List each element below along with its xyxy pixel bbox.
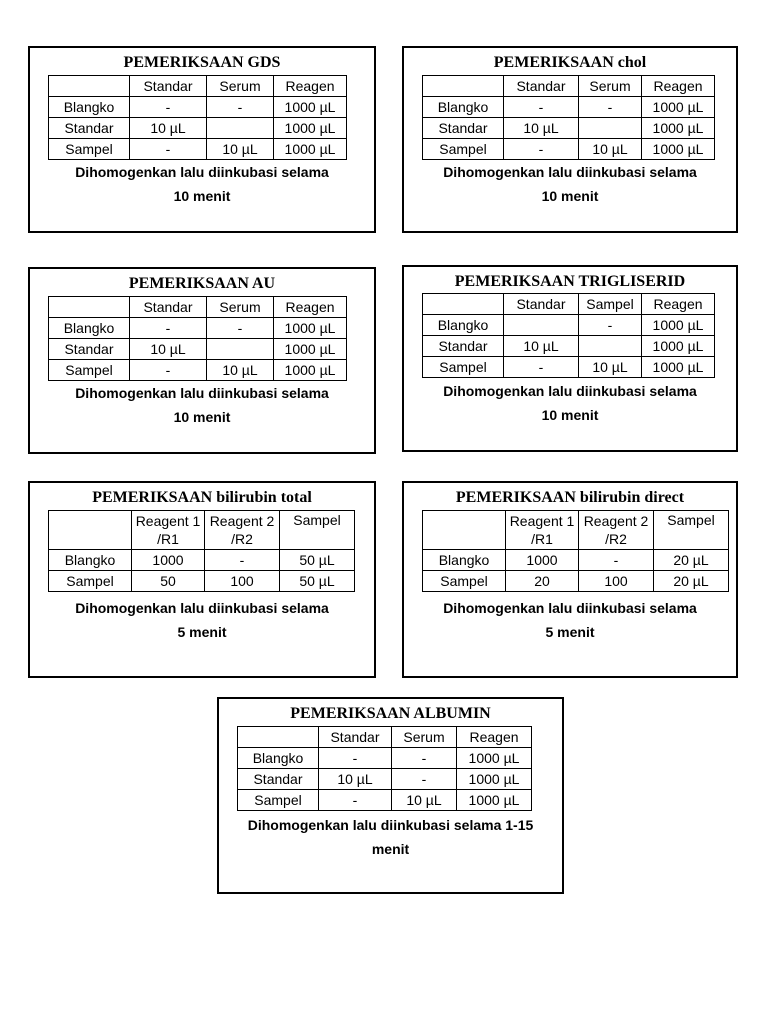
- protocol-table: [237, 726, 532, 811]
- row-label: Sampel: [423, 139, 504, 160]
- protocol-table: [422, 510, 729, 592]
- table-cell: 1000 µL: [457, 769, 532, 790]
- header-cell: Reagen: [642, 76, 715, 97]
- row-label: Blangko: [238, 748, 319, 769]
- header-cell: Standar: [504, 294, 579, 315]
- card-gds: [28, 46, 376, 233]
- table-cell: -: [579, 97, 642, 118]
- table-header-row: [238, 727, 532, 748]
- card-au: [28, 267, 376, 454]
- table-cell: 10 µL: [579, 139, 642, 160]
- table-row: [423, 139, 715, 160]
- table-cell: 1000 µL: [642, 357, 715, 378]
- table-row: [238, 769, 532, 790]
- table-cell: 1000 µL: [457, 748, 532, 769]
- table-row: [49, 550, 355, 571]
- header-cell: Reagen: [274, 76, 347, 97]
- note-line: 10 menit: [173, 188, 231, 204]
- protocol-table: [422, 293, 715, 378]
- table-cell: 50: [132, 571, 205, 592]
- table-row: [49, 139, 347, 160]
- table-cell: -: [504, 139, 579, 160]
- header-cell: Reagent 2 /R2: [205, 511, 280, 550]
- table-cell: 1000 µL: [274, 139, 347, 160]
- row-label: Sampel: [49, 139, 130, 160]
- table-cell: 1000 µL: [642, 336, 715, 357]
- table-cell: -: [130, 318, 207, 339]
- table-row: [49, 360, 347, 381]
- incubation-note: [30, 160, 374, 208]
- row-label: Sampel: [49, 571, 132, 592]
- row-label: Standar: [49, 339, 130, 360]
- row-label: Sampel: [423, 357, 504, 378]
- table-row: [423, 336, 715, 357]
- table-cell: 10 µL: [504, 118, 579, 139]
- table-header-row: [423, 511, 729, 550]
- row-label: Sampel: [49, 360, 130, 381]
- table-cell: 50 µL: [280, 550, 355, 571]
- table-header-row: [49, 76, 347, 97]
- table-row: [49, 571, 355, 592]
- table-cell: 1000 µL: [274, 360, 347, 381]
- note-line: Dihomogenkan lalu diinkubasi selama: [443, 164, 697, 180]
- table-cell: [504, 315, 579, 336]
- table-cell: 20 µL: [654, 550, 729, 571]
- note-line: Dihomogenkan lalu diinkubasi selama: [75, 600, 329, 616]
- header-cell: Standar: [130, 297, 207, 318]
- note-line: 10 menit: [541, 188, 599, 204]
- header-cell: Sampel: [280, 511, 355, 550]
- note-line: Dihomogenkan lalu diinkubasi selama: [443, 383, 697, 399]
- table-cell: 1000: [132, 550, 205, 571]
- row-label: Blangko: [423, 550, 506, 571]
- table-cell: -: [579, 550, 654, 571]
- row-label: Sampel: [238, 790, 319, 811]
- header-cell: Sampel: [579, 294, 642, 315]
- table-cell: 50 µL: [280, 571, 355, 592]
- header-cell: Reagent 2 /R2: [579, 511, 654, 550]
- row-label: Blangko: [49, 550, 132, 571]
- table-cell: 10 µL: [207, 360, 274, 381]
- table-cell: 20: [506, 571, 579, 592]
- row-label: Blangko: [423, 97, 504, 118]
- table-cell: -: [207, 318, 274, 339]
- table-cell: 1000 µL: [274, 97, 347, 118]
- table-row: [423, 571, 729, 592]
- row-label: Standar: [238, 769, 319, 790]
- row-label: Blangko: [49, 318, 130, 339]
- table-row: [423, 550, 729, 571]
- card-title: PEMERIKSAAN chol: [493, 54, 647, 71]
- table-cell: -: [504, 97, 579, 118]
- table-row: [423, 118, 715, 139]
- table-cell: -: [130, 360, 207, 381]
- protocol-table: [422, 75, 715, 160]
- row-label: Blangko: [49, 97, 130, 118]
- header-cell: Reagen: [642, 294, 715, 315]
- table-row: [423, 97, 715, 118]
- card-bilirubin-total: [28, 481, 376, 678]
- table-cell: 10 µL: [130, 118, 207, 139]
- note-line: Dihomogenkan lalu diinkubasi selama: [443, 600, 697, 616]
- header-cell: [49, 297, 130, 318]
- note-line: menit: [371, 841, 410, 857]
- table-cell: 10 µL: [504, 336, 579, 357]
- row-label: Sampel: [423, 571, 506, 592]
- table-cell: 1000: [506, 550, 579, 571]
- incubation-note: [404, 596, 736, 644]
- table-cell: 1000 µL: [642, 315, 715, 336]
- table-cell: 1000 µL: [274, 118, 347, 139]
- card-bilirubin-direct: [402, 481, 738, 678]
- table-cell: 10 µL: [579, 357, 642, 378]
- header-cell: [423, 511, 506, 550]
- incubation-note: [219, 813, 562, 861]
- table-cell: [579, 336, 642, 357]
- table-cell: 10 µL: [207, 139, 274, 160]
- card-title: PEMERIKSAAN AU: [128, 275, 276, 292]
- note-line: 5 menit: [545, 624, 595, 640]
- table-cell: 100: [579, 571, 654, 592]
- incubation-note: [404, 160, 736, 208]
- protocol-table: [48, 296, 347, 381]
- header-cell: Serum: [392, 727, 457, 748]
- table-cell: -: [130, 97, 207, 118]
- note-line: Dihomogenkan lalu diinkubasi selama: [75, 164, 329, 180]
- incubation-note: [404, 379, 736, 427]
- header-cell: [238, 727, 319, 748]
- protocol-table: [48, 75, 347, 160]
- table-cell: 20 µL: [654, 571, 729, 592]
- table-header-row: [423, 76, 715, 97]
- table-cell: 1000 µL: [642, 118, 715, 139]
- table-row: [238, 790, 532, 811]
- card-title: PEMERIKSAAN TRIGLISERID: [454, 273, 686, 290]
- header-cell: Serum: [579, 76, 642, 97]
- table-cell: -: [319, 790, 392, 811]
- table-cell: 1000 µL: [274, 318, 347, 339]
- table-cell: 100: [205, 571, 280, 592]
- row-label: Standar: [423, 118, 504, 139]
- table-cell: 10 µL: [319, 769, 392, 790]
- incubation-note: [30, 381, 374, 429]
- card-title: PEMERIKSAAN ALBUMIN: [290, 705, 491, 722]
- header-cell: Reagen: [457, 727, 532, 748]
- header-cell: Reagen: [274, 297, 347, 318]
- header-cell: [423, 76, 504, 97]
- table-cell: [579, 118, 642, 139]
- row-label: Standar: [49, 118, 130, 139]
- table-row: [238, 748, 532, 769]
- card-trigliserid: [402, 265, 738, 452]
- table-row: [423, 357, 715, 378]
- row-label: Standar: [423, 336, 504, 357]
- table-row: [423, 315, 715, 336]
- table-header-row: [49, 511, 355, 550]
- table-row: [49, 118, 347, 139]
- table-header-row: [423, 294, 715, 315]
- protocol-table: [48, 510, 355, 592]
- table-cell: [207, 118, 274, 139]
- table-cell: -: [205, 550, 280, 571]
- header-cell: Serum: [207, 76, 274, 97]
- header-cell: [49, 76, 130, 97]
- table-cell: -: [579, 315, 642, 336]
- note-line: 10 menit: [173, 409, 231, 425]
- table-row: [49, 339, 347, 360]
- table-cell: -: [207, 97, 274, 118]
- header-cell: Serum: [207, 297, 274, 318]
- header-cell: Standar: [130, 76, 207, 97]
- header-cell: Standar: [319, 727, 392, 748]
- card-title: PEMERIKSAAN bilirubin total: [92, 489, 312, 506]
- table-cell: -: [504, 357, 579, 378]
- table-cell: -: [392, 769, 457, 790]
- card-chol: [402, 46, 738, 233]
- header-cell: Sampel: [654, 511, 729, 550]
- table-cell: -: [392, 748, 457, 769]
- table-cell: 10 µL: [392, 790, 457, 811]
- table-row: [49, 97, 347, 118]
- table-cell: 10 µL: [130, 339, 207, 360]
- note-line: 5 menit: [177, 624, 227, 640]
- card-albumin: [217, 697, 564, 894]
- table-row: [49, 318, 347, 339]
- table-cell: [207, 339, 274, 360]
- card-title: PEMERIKSAAN GDS: [123, 54, 281, 71]
- header-cell: [423, 294, 504, 315]
- table-cell: 1000 µL: [642, 97, 715, 118]
- header-cell: Standar: [504, 76, 579, 97]
- table-cell: 1000 µL: [274, 339, 347, 360]
- note-line: Dihomogenkan lalu diinkubasi selama: [75, 385, 329, 401]
- header-cell: Reagent 1 /R1: [506, 511, 579, 550]
- incubation-note: [30, 596, 374, 644]
- row-label: Blangko: [423, 315, 504, 336]
- header-cell: Reagent 1 /R1: [132, 511, 205, 550]
- table-cell: -: [319, 748, 392, 769]
- header-cell: [49, 511, 132, 550]
- note-line: 10 menit: [541, 407, 599, 423]
- table-header-row: [49, 297, 347, 318]
- note-line: Dihomogenkan lalu diinkubasi selama 1-15: [247, 817, 534, 833]
- table-cell: 1000 µL: [457, 790, 532, 811]
- card-title: PEMERIKSAAN bilirubin direct: [455, 489, 685, 506]
- table-cell: -: [130, 139, 207, 160]
- table-cell: 1000 µL: [642, 139, 715, 160]
